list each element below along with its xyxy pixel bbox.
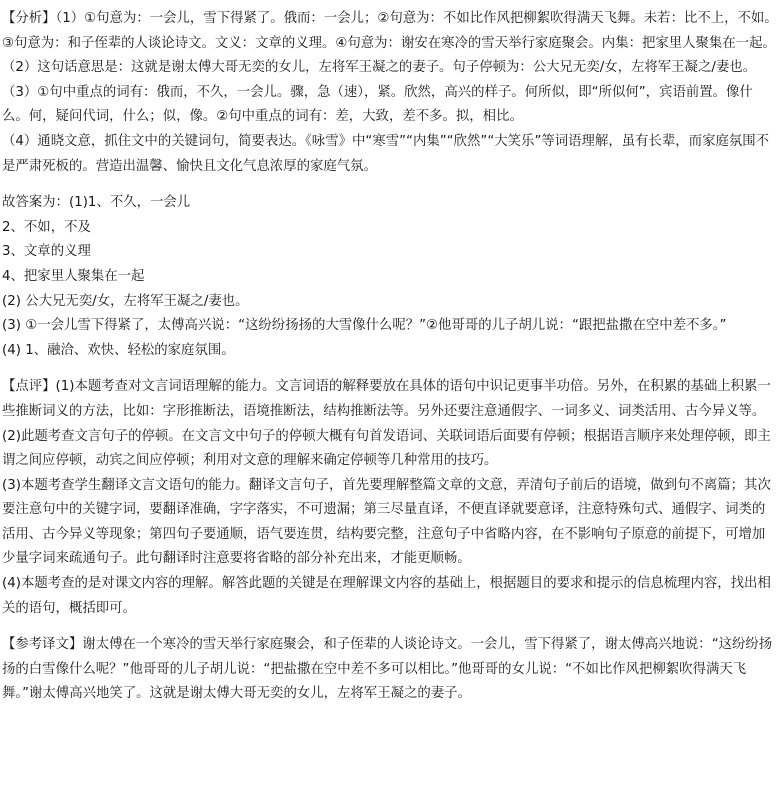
comment-paragraph-4: (4)本题考查的是对课文内容的理解。解答此题的关键是在理解课文内容的基础上，根据题目的要求和提示的信息梳理内容，找出相关的语句，概括即可。 [2,576,771,616]
answer-line-6: (3) ①一会儿雪下得紧了，太傅高兴说：“这纷纷扬扬的大雪像什么呢？”②他哥哥的儿子胡儿说：“跟把盐撒在空中差不多。” [2,318,727,334]
comment-paragraph-2: (2)此题考查文言句子的停顿。在文言文中句子的停顿大概有句首发语词、关联词语后面要有停顿；根据语言顺序来处理停顿，即主谓之间应停顿，动宾之间应停顿；利用对文意的理解来确定停顿等几种常用的技巧。 [2,428,771,469]
answer-line-4: 4、把家里人聚集在一起 [2,268,145,284]
comment-paragraph-3: (3)本题考查学生翻译文言文语句的能力。翻译文言句子，首先要理解整篇文章的文意，弄清句子前后的语境，做到句不离篇；其次要注意句中的关键字词，要翻译准确，字字落实，不可遗漏；第三尽量直译，不便直译就要意译，注意特殊句式、通假字、词类的活用、古今异义等现象；第四句子要通顺，语气要连贯，结构要完整，注意句子中省略内容，在不影响句子原意的前提下，可增加少量字词来疏通句子。此句翻译时注意要将省略的部分补充出来，才能更顺畅。 [2,477,771,567]
comment-section [2,375,778,621]
analysis-paragraph-3: （3）①句中重点的词有：俄而，不久，一会儿。骤，急（速），紧。欣然，高兴的样子。何所似，即“所似何”，宾语前置。像什么。何，疑问代词，什么；似，像。②句中重点的词有：差，大致，差不多。拟，相比。 [2,84,753,125]
analysis-paragraph-4: （4）通晓文意，抓住文中的关键词句，简要表达。《咏雪》中“寒雪”“内集”“欣然”“大笑乐”等词语理解，虽有长辈，而家庭氛围不是严肃死板的。营造出温馨、愉快且文化气息浓厚的家庭气氛。 [2,133,770,174]
analysis-section [2,7,778,179]
answer-line-2: 2、不如，不及 [2,219,91,235]
analysis-paragraph-2: （2）这句话意思是：这就是谢太傅大哥无奕的女儿，左将军王凝之的妻子。句子停顿为：公大兄无奕/女，左将军王凝之/妻也。 [2,60,757,76]
translation-section [2,633,778,707]
answer-line-1: 故答案为：(1)1、不久，一会儿 [2,195,191,211]
answer-line-7: (4) 1、融洽、欢快、轻松的家庭氛围。 [2,342,235,358]
comment-paragraph-1: 【点评】(1)本题考查对文言词语理解的能力。文言词语的解释要放在具体的语句中识记更事半功倍。另外，在积累的基础上积累一些推断词义的方法，比如：字形推断法，语境推断法，结构推断法等。另外还要注意通假字、一词多义、词类活用、古今异义等。 [2,379,771,419]
answer-line-3: 3、文章的义理 [2,244,91,260]
translation-paragraph: 【参考译文】谢太傅在一个寒冷的雪天举行家庭聚会，和子侄辈的人谈论诗文。一会儿，雪下得紧了，谢太傅高兴地说：“这纷纷扬扬的白雪像什么呢？”他哥哥的儿子胡儿说：“把盐撒在空中差不多可以相比。”他哥哥的女儿说：“不如比作风把柳絮吹得满天飞舞。”谢太傅高兴地笑了。这就是谢太傅大哥无奕的女儿，左将军王凝之的妻子。 [2,637,773,702]
analysis-paragraph-1: 【分析】（1）①句意为：一会儿，雪下得紧了。俄而：一会儿；②句意为：不如比作风把柳絮吹得满天飞舞。未若：比不上，不如。③句意为：和子侄辈的人谈论诗文。文义：文章的义理。④句意为：谢安在寒冷的雪天举行家庭聚会。内集：把家里人聚集在一起。 [2,11,778,51]
answer-line-5: (2) 公大兄无奕/女，左将军王凝之/妻也。 [2,293,249,309]
answer-section [2,191,778,363]
